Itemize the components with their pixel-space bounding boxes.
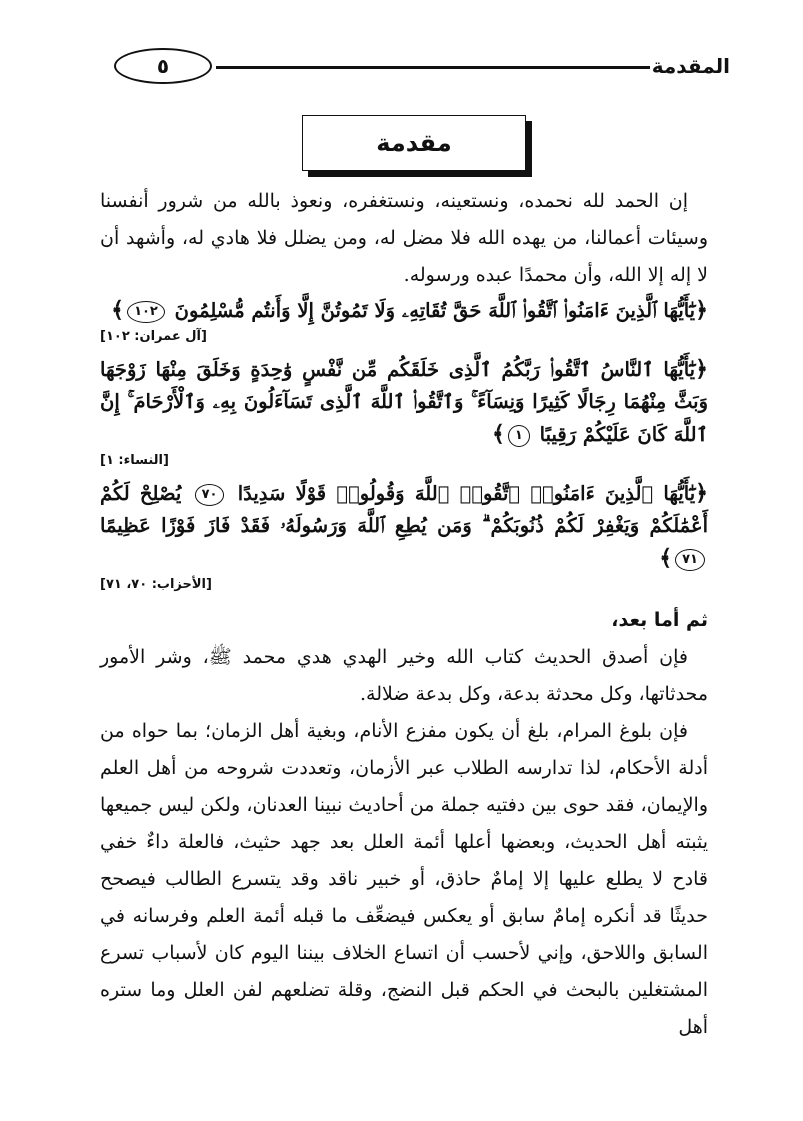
ayah-number-marker: ١٠٢	[127, 301, 165, 323]
verse-close-bracket: ﴾	[111, 297, 125, 323]
verse-reference: [النساء: ١]	[100, 453, 169, 468]
verse-open-bracket: ﴿	[695, 480, 709, 506]
page-header	[110, 44, 730, 92]
ayah-number-marker: ٧٠	[195, 484, 225, 506]
body-paragraph: فإن أصدق الحديث كتاب الله وخير الهدي هدي محمد ﷺ، وشر الأمور محدثاتها، وكل محدثة بدعة، وكل بدعة ضلالة.	[100, 646, 708, 705]
quran-verse-3	[100, 477, 708, 575]
opening-paragraph: إن الحمد لله نحمده، ونستعينه، ونستغفره، ونعوذ بالله من شرور أنفسنا وسيئات أعمالنا، من يهده الله فلا مضل له، ومن يضلل فلا هادي له، وأشهد أن لا إله إلا الله، وأن محمدًا عبده ورسوله.	[100, 190, 708, 286]
verse-text: يَٰٓأَيُّهَا ٱلَّذِينَ ءَامَنُوا۟ ٱتَّقُوا۟ ٱللَّهَ وَقُولُوا۟ قَوْلًا سَدِيدًا	[237, 482, 696, 505]
running-title: المقدمة	[651, 54, 730, 78]
chapter-title: مقدمة	[302, 115, 526, 171]
verse-reference: [الأحزاب: ٧٠، ٧١]	[100, 577, 212, 592]
verse-reference: [آل عمران: ١٠٢]	[100, 329, 207, 344]
page-number: ٥	[114, 48, 212, 84]
quran-verse-2	[100, 353, 708, 451]
verse-text-continued: يُصْلِحْ لَكُمْ أَعْمَٰلَكُمْ وَيَغْفِرْ لَكُمْ ذُنُوبَكُمْ ۗ وَمَن يُطِعِ ٱللَّهَ وَرَسُولَهُۥ فَقَدْ فَازَ فَوْزًا عَظِيمًا	[100, 482, 708, 537]
section-subheading: ثم أما بعد،	[611, 609, 708, 631]
verse-close-bracket: ﴾	[492, 421, 505, 447]
header-rule	[216, 66, 650, 69]
page-body	[100, 183, 708, 1046]
ayah-number-marker: ١	[508, 425, 530, 447]
verse-open-bracket: ﴿	[695, 356, 708, 382]
verse-text: يَٰٓأَيُّهَا ٱلَّذِينَ ءَامَنُوا۟ ٱتَّقُوا۟ ٱللَّهَ حَقَّ تُقَاتِهِۦ وَلَا تَمُوتُنَّ إِلَّا وَأَنتُم مُّسْلِمُونَ	[174, 299, 696, 322]
ayah-number-marker: ٧١	[675, 549, 705, 571]
verse-close-bracket: ﴾	[659, 545, 673, 571]
quran-verse-1	[100, 294, 708, 327]
verse-open-bracket: ﴿	[695, 297, 708, 323]
body-paragraph: فإن بلوغ المرام، بلغ أن يكون مفزع الأنام، وبغية أهل الزمان؛ بما حواه من أدلة الأحكام، لذا تدارسه الطلاب عبر الأزمان، وتعددت شروحه من أهل العلم والإيمان، فقد حوى بين دفتيه جملة من أحاديث نبينا العدنان، ولكن ليس جميعها يثبته أهل الحديث، وبعضها أعلها أئمة العلل بعد جهد حثيث، فالعلة داءٌ خفي قادح لا يطلع عليها إلا إمامٌ حاذق، أو خبير ناقد وقد يتسرع الطالب فيصحح حديثًا قد أنكره إمامٌ سابق أو يعكس فيضعِّف ما قبله أئمة العلم وفرسانه في السابق واللاحق، وإني لأحسب أن اتساع الخلاف بيننا اليوم كان لأسباب تسرع المشتغلين بالبحث في الحكم قبل النضج، وقلة تضلعهم لفن العلل وما ستره أهل	[100, 720, 708, 1038]
verse-text: يَٰٓأَيُّهَا ٱلنَّاسُ ٱتَّقُوا۟ رَبَّكُمُ ٱلَّذِى خَلَقَكُم مِّن نَّفْسٍ وَٰحِدَةٍ وَخَلَقَ مِنْهَا زَوْجَهَا وَبَثَّ مِنْهُمَا رِجَالًا كَثِيرًا وَنِسَآءً ۚ وَٱتَّقُوا۟ ٱللَّهَ ٱلَّذِى تَسَآءَلُونَ بِهِۦ وَٱلْأَرْحَامَ ۚ إِنَّ ٱللَّهَ كَانَ عَلَيْكُمْ رَقِيبًا	[100, 358, 708, 446]
